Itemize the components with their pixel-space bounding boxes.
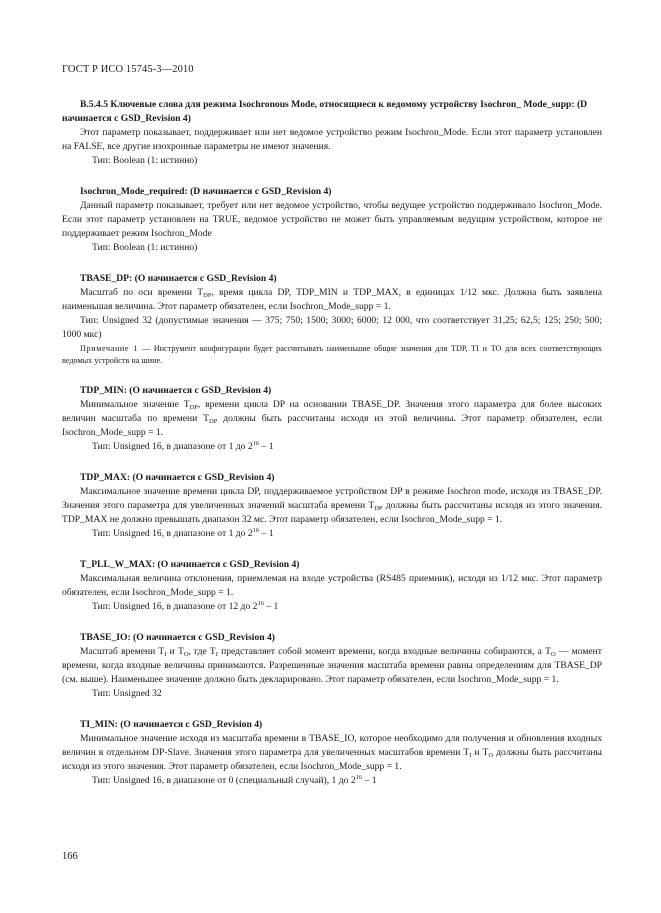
superscript: 16 [355,774,363,781]
subscript: DP [374,505,383,512]
paragraph [62,286,602,314]
type-line [62,774,602,788]
paragraph: Данный параметр показывает, требует или нет ведомое устройство, чтобы ведущее устройство поддерживало Isochron_Mode. Если этот параметр установлен на TRUE, ведомое устройство не может быть управляемым ведущим устройством, которое не поддерживает режим Isochron_Mode [62,200,602,239]
subscript: O [183,651,189,658]
section-tbase-dp [62,272,602,367]
text: должны быть рассчитаны исходя из этого значения. TDP_MAX не должно превышать диапазон 32 мс. Этот параметр обязателен, если Isochron_Mode_supp = 1. [62,500,603,525]
subscript: O [488,752,494,759]
text: Масштаб по оси времени T [80,287,204,298]
section-heading: TBASE_DP: (O начинается с GSD_Revision 4) [80,273,277,284]
section-ti-min [62,718,602,788]
section-heading: TI_MIN: (O начинается с GSD_Revision 4) [80,719,263,730]
document-body [62,98,602,805]
section-tdp-min [62,384,602,454]
paragraph: Этот параметр показывает, поддерживает или нет ведомое устройство режим Isochron_Mode. Если этот параметр установлен на FALSE, все другие изохронные параметры не имеют значения. [62,127,602,152]
paragraph: Максимальная величина отклонения, приемлемая на входе устройства (RS485 приемник), исходя из 1/12 мкс. Этот параметр обязателен, если Isochron_Mode_supp = 1. [62,573,602,598]
text: Минимальное значение T [80,399,190,410]
section-tdp-max [62,471,602,541]
text: и T [471,747,489,758]
superscript: 16 [257,600,264,607]
document-header: ГОСТ Р ИСО 15745-3—2010 [62,64,194,75]
text: , время цикла DP, TDP_MIN и TDP_MAX, в единицах 1/12 мкс. Должна быть заявлена наименьшая величина. Этот параметр обязателен, если Isochron_Mode_supp = 1. [62,287,602,312]
section-heading: Isochron_Mode_required: (D начинается с GSD_Revision 4) [80,186,332,197]
subscript: I [215,651,218,658]
subscript: O [550,651,556,658]
text: Тип: Unsigned 16, в диапазоне от 1 до 2 [92,528,253,539]
text: должны быть рассчитаны исходя из этого значения. Этот параметр обязателен, если Isochron_Mode_supp = 1. [62,747,602,772]
subscript: DP [209,418,218,425]
text: – 1 [362,775,377,786]
section-heading: B.5.4.5 Ключевые слова для режима Isochronous Mode, относящиеся к ведомому устройству Isochron_ Mode_supp: (D начинается с GSD_Revision 4) [62,99,588,124]
subscript: I [164,651,167,658]
text: Тип: Unsigned 16, в диапазоне от 12 до 2 [92,601,258,612]
subscript: I [469,752,472,759]
paragraph [62,645,602,687]
type-line: Тип: Unsigned 32 [92,688,162,699]
text: должны быть рассчитаны исходя из этой величины. Этот параметр обязателен, если Isochron_Mode_supp = 1. [62,413,602,438]
note-label: Примечание 1 [80,344,139,353]
section-t-pll-w-max [62,558,602,614]
subscript: DP [203,292,212,299]
superscript: 16 [252,440,260,447]
section-heading: TDP_MAX: (O начинается с GSD_Revision 4) [80,472,275,483]
section-isochron-required [62,185,602,255]
text: – 1 [259,528,274,539]
note [62,343,602,367]
type-line: Тип: Boolean (1: истинно) [92,155,198,166]
subscript: DP [189,404,198,411]
section-tbase-io [62,631,602,701]
paragraph [62,485,602,527]
section-heading: TBASE_IO: (O начинается с GSD_Revision 4) [80,632,275,643]
type-line [62,527,602,541]
page-number: 166 [62,851,78,862]
paragraph [62,398,602,440]
text: , где T [188,646,216,657]
text: Тип: Unsigned 16, в диапазоне от 0 (специальный случай), 1 до 2 [92,775,356,786]
superscript: 16 [252,527,260,534]
text: и T [166,646,184,657]
text: Минимальное значение исходя из масштаба времени в TBASE_IO, которое необходимо для получения и обновления входных величин в отдельном DP-Slave. Значения этого параметра для увеличенных масштабов времени T [62,733,602,758]
note-text: — Инструмент конфигурации будет рассчитывать наименьшие общие значения для TDP, TI и TO для всех соответствующих ведомых устройств на шине. [62,344,602,365]
text: – 1 [263,601,279,612]
text: Масштаб времени T [80,646,165,657]
type-line: Тип: Boolean (1: истинно) [92,242,198,253]
paragraph [62,732,602,774]
text: Максимальное значение времени цикла DP, поддерживаемое устройством DP в режиме Isochron mode, исходя из TBASE_DP. Значения этого параметра для увеличенных значений масштаба времени T [62,486,602,511]
text: – 1 [259,441,274,452]
section-heading: TDP_MIN: (O начинается с GSD_Revision 4) [80,385,272,396]
type-line: Тип: Unsigned 32 (допустимые значения — 375; 750; 1500; 3000; 6000; 12 000, что соответствует 31,25; 62,5; 125; 250; 500; 1000 мкс) [62,315,602,340]
section-b545 [62,98,602,168]
type-line [62,600,602,614]
text: , времени цикла DP на основании TBASE_DP. Значения этого параметра для более высоких величин масштаба по времени T [62,399,602,424]
text: — момент времени, когда входные величины принимаются. Разрешенные значения масштаба времени равны определениям для TBASE_DP (см. выше). Наименьшее значение должно быть декларировано. Этот параметр обязателен, если Isochron_Mode_supp = 1. [62,646,602,685]
type-line [62,440,602,454]
text: представляет собой момент времени, когда входные величины собираются, а T [217,646,551,657]
section-heading: T_PLL_W_MAX: (O начинается с GSD_Revision 4) [80,559,300,570]
text: Тип: Unsigned 16, в диапазоне от 1 до 2 [92,441,253,452]
